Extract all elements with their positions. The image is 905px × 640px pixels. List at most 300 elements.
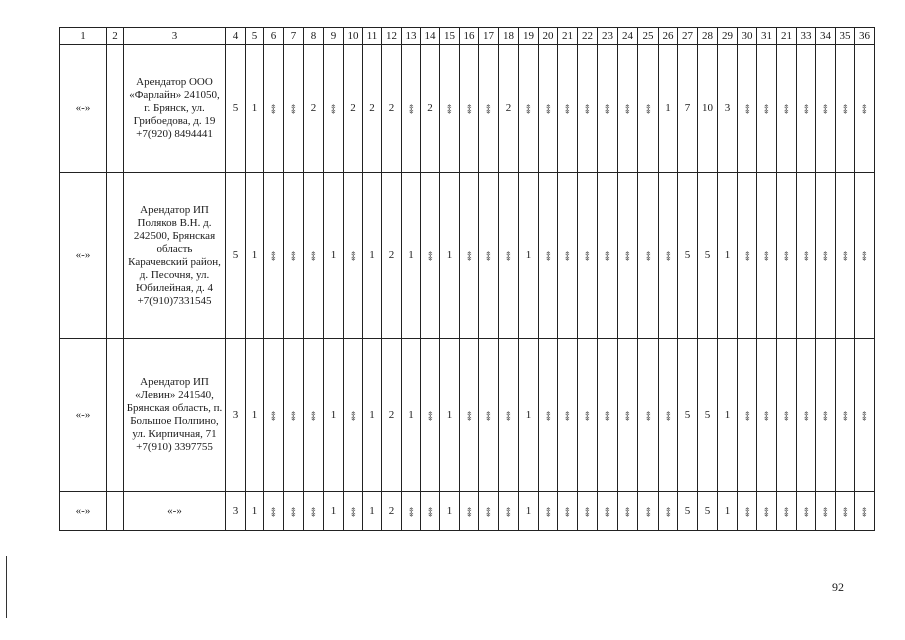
numeric-value-cell <box>363 45 382 173</box>
dash-value-cell <box>578 45 598 173</box>
table-row <box>60 492 875 531</box>
column-header: 16 <box>460 28 479 45</box>
dash-value-cell <box>539 45 558 173</box>
column-header: 35 <box>836 28 855 45</box>
dash-value-cell <box>816 173 836 339</box>
dash-mark: «-» <box>406 506 417 516</box>
dash-value-cell <box>578 492 598 531</box>
dash-value-cell <box>659 492 678 531</box>
dash-value-cell <box>539 173 558 339</box>
dash-value-cell <box>284 173 304 339</box>
dash-value-cell <box>558 492 578 531</box>
column-header: 36 <box>855 28 875 45</box>
dash-value-cell <box>460 45 479 173</box>
column-header: 21 <box>558 28 578 45</box>
dash-mark: «-» <box>821 410 831 420</box>
numeric-value-cell <box>678 492 698 531</box>
dash-mark: «-» <box>309 251 319 260</box>
dash-value-cell <box>618 339 638 492</box>
cell-value: 1 <box>251 249 258 261</box>
cell-value: 5 <box>704 408 711 421</box>
dash-value-cell <box>777 173 797 339</box>
numeric-value-cell <box>363 339 382 492</box>
cell-value: 2 <box>388 408 395 421</box>
column-header: 27 <box>678 28 698 45</box>
dash-mark: «-» <box>860 251 870 260</box>
cell-value: 1 <box>665 102 671 114</box>
cell-value: 2 <box>310 102 317 114</box>
dash-mark: «-» <box>484 410 494 420</box>
dash-value-cell <box>757 339 777 492</box>
dash-value-cell <box>479 492 499 531</box>
cell-value: 1 <box>446 504 453 517</box>
column-header: 29 <box>718 28 738 45</box>
dash-mark: «-» <box>484 251 494 260</box>
cell-value: 1 <box>525 504 532 517</box>
tenant-description-cell: Арендатор ИП «Левин» 241540, Брянская область, п. Большое Полпино, ул. Кирпичная, 71 +7(910) 3397755 <box>124 339 226 492</box>
dash-value-cell <box>738 339 757 492</box>
table-row <box>60 173 875 339</box>
numeric-value-cell <box>402 173 421 339</box>
cell-value: 1 <box>330 249 337 261</box>
dash-value-cell <box>519 45 539 173</box>
dash-value-cell <box>797 339 816 492</box>
numeric-value-cell <box>659 45 678 173</box>
dash-mark: «-» <box>583 506 593 516</box>
dash-mark: «-» <box>603 104 613 113</box>
dash-mark: «-» <box>425 506 436 516</box>
dash-mark: «-» <box>762 104 772 113</box>
dash-mark: «-» <box>821 506 831 516</box>
dash-mark: «-» <box>860 104 870 113</box>
dash-mark: «-» <box>464 251 475 260</box>
dash-value-cell <box>344 492 363 531</box>
numeric-value-cell <box>718 492 738 531</box>
numeric-value-cell <box>698 339 718 492</box>
dash-mark: «-» <box>821 104 831 113</box>
cell-value: 2 <box>350 102 356 114</box>
dash-value-cell <box>421 492 440 531</box>
margin-rule <box>6 556 7 618</box>
numeric-value-cell <box>519 173 539 339</box>
column-header: 19 <box>519 28 539 45</box>
numeric-value-cell <box>718 173 738 339</box>
dash-mark: «-» <box>762 251 772 260</box>
dash-value-cell <box>618 45 638 173</box>
numeric-value-cell <box>440 492 460 531</box>
cell-value: 2 <box>388 504 395 517</box>
dash-value-cell <box>304 339 324 492</box>
dash-mark: «-» <box>524 104 534 113</box>
column-header: 26 <box>659 28 678 45</box>
dash-mark: «-» <box>623 410 633 420</box>
dash-mark: «-» <box>742 506 753 516</box>
dash-mark: «-» <box>801 251 812 260</box>
column-header: 4 <box>226 28 246 45</box>
dash-mark: «-» <box>289 251 299 260</box>
dash-value-cell <box>402 492 421 531</box>
dash-value-cell <box>402 45 421 173</box>
dash-value-cell <box>499 173 519 339</box>
dash-mark: «-» <box>269 251 279 260</box>
numeric-value-cell <box>363 173 382 339</box>
numeric-value-cell <box>324 492 344 531</box>
dash-mark: «-» <box>623 506 633 516</box>
tenant-description-cell: Арендатор ИП Поляков В.Н. д. 242500, Брянская область Карачевский район, д. Песочня, ул. Юбилейная, д. 4 +7(910)7331545 <box>124 173 226 339</box>
dash-mark: «-» <box>663 410 674 420</box>
dash-mark: «-» <box>583 104 593 113</box>
dash-value-cell <box>777 492 797 531</box>
column-header: 14 <box>421 28 440 45</box>
numeric-value-cell <box>678 339 698 492</box>
cell-value: 1 <box>251 408 258 421</box>
numeric-value-cell <box>421 45 440 173</box>
dash-mark: «-» <box>425 251 436 260</box>
numeric-value-cell <box>246 339 264 492</box>
row-blank-cell <box>107 45 124 173</box>
numeric-value-cell <box>519 339 539 492</box>
dash-value-cell <box>558 173 578 339</box>
cell-value: 5 <box>704 249 711 261</box>
dash-value-cell <box>738 492 757 531</box>
dash-mark: «-» <box>289 104 299 113</box>
numeric-value-cell <box>698 45 718 173</box>
row-blank-cell <box>107 339 124 492</box>
cell-value: 2 <box>388 249 395 261</box>
dash-value-cell <box>558 339 578 492</box>
column-header: 3 <box>124 28 226 45</box>
dash-value-cell <box>539 492 558 531</box>
dash-mark: «-» <box>762 410 772 420</box>
table-row <box>60 339 875 492</box>
dash-value-cell <box>836 339 855 492</box>
column-header: 33 <box>797 28 816 45</box>
column-header: 2 <box>107 28 124 45</box>
dash-mark: «-» <box>663 251 674 260</box>
numeric-value-cell <box>226 492 246 531</box>
dash-value-cell <box>598 173 618 339</box>
dash-value-cell <box>499 339 519 492</box>
dash-mark: «-» <box>643 251 654 260</box>
cell-value: 5 <box>684 249 691 261</box>
cell-value: 1 <box>369 249 375 261</box>
dash-value-cell <box>264 45 284 173</box>
dash-mark: «-» <box>782 410 792 420</box>
cell-value: 3 <box>724 102 731 114</box>
dash-value-cell <box>460 492 479 531</box>
dash-value-cell <box>304 173 324 339</box>
column-header: 22 <box>578 28 598 45</box>
dash-mark: «-» <box>782 104 792 113</box>
dash-value-cell <box>855 173 875 339</box>
cell-value: 1 <box>408 408 414 421</box>
dash-mark: «-» <box>643 104 654 113</box>
dash-mark: «-» <box>840 506 851 516</box>
numeric-value-cell <box>440 173 460 339</box>
dash-mark: «-» <box>543 251 554 260</box>
dash-mark: «-» <box>860 410 870 420</box>
numeric-value-cell <box>698 173 718 339</box>
dash-mark: «-» <box>801 506 812 516</box>
dash-mark: «-» <box>840 410 851 420</box>
cell-value: 5 <box>232 249 239 261</box>
cell-value: 1 <box>330 504 337 517</box>
dash-value-cell <box>440 45 460 173</box>
column-header: 10 <box>344 28 363 45</box>
dash-mark: «-» <box>840 104 851 113</box>
row-blank-cell <box>107 492 124 531</box>
dash-value-cell <box>797 492 816 531</box>
dash-mark: «-» <box>543 410 554 420</box>
dash-mark: «-» <box>504 410 514 420</box>
dash-value-cell <box>618 492 638 531</box>
cell-value: 1 <box>724 249 731 261</box>
cell-value: 3 <box>232 504 239 517</box>
dash-value-cell <box>578 339 598 492</box>
dash-value-cell <box>284 492 304 531</box>
dash-value-cell <box>421 339 440 492</box>
numeric-value-cell <box>226 339 246 492</box>
dash-mark: «-» <box>563 251 573 260</box>
cell-value: 1 <box>369 504 375 517</box>
cell-value: 5 <box>704 504 711 517</box>
tenant-description-cell: «-» <box>124 492 226 531</box>
cell-value: 1 <box>724 504 731 517</box>
column-header: 5 <box>246 28 264 45</box>
dash-value-cell <box>344 173 363 339</box>
dash-mark: «-» <box>762 506 772 516</box>
dash-value-cell <box>638 173 659 339</box>
dash-mark: «-» <box>464 104 475 113</box>
column-header: 6 <box>264 28 284 45</box>
dash-mark: «-» <box>484 104 494 113</box>
dash-mark: «-» <box>821 251 831 260</box>
column-header: 24 <box>618 28 638 45</box>
dash-mark: «-» <box>603 410 613 420</box>
dash-mark: «-» <box>269 104 279 113</box>
cell-value: 1 <box>330 408 337 421</box>
numeric-value-cell <box>363 492 382 531</box>
cell-value: 1 <box>446 408 453 421</box>
dash-mark: «-» <box>309 506 319 516</box>
row-number-cell: «-» <box>60 492 107 531</box>
column-header: 34 <box>816 28 836 45</box>
numeric-value-cell <box>382 45 402 173</box>
dash-mark: «-» <box>563 410 573 420</box>
dash-mark: «-» <box>289 506 299 516</box>
dash-value-cell <box>855 492 875 531</box>
dash-value-cell <box>836 492 855 531</box>
dash-mark: «-» <box>603 506 613 516</box>
row-blank-cell <box>107 173 124 339</box>
dash-mark: «-» <box>464 410 475 420</box>
dash-mark: «-» <box>840 251 851 260</box>
dash-mark: «-» <box>348 506 359 516</box>
column-header: 15 <box>440 28 460 45</box>
dash-value-cell <box>638 339 659 492</box>
dash-value-cell <box>479 45 499 173</box>
dash-mark: «-» <box>583 410 593 420</box>
dash-value-cell <box>499 492 519 531</box>
dash-value-cell <box>264 339 284 492</box>
dash-mark: «-» <box>643 506 654 516</box>
dash-value-cell <box>816 339 836 492</box>
row-number-cell: «-» <box>60 339 107 492</box>
dash-mark: «-» <box>603 251 613 260</box>
numeric-value-cell <box>402 339 421 492</box>
column-header: 13 <box>402 28 421 45</box>
dash-value-cell <box>344 339 363 492</box>
numeric-value-cell <box>344 45 363 173</box>
dash-value-cell <box>460 173 479 339</box>
dash-mark: «-» <box>643 410 654 420</box>
dash-value-cell <box>659 339 678 492</box>
numeric-value-cell <box>246 492 264 531</box>
numeric-value-cell <box>382 173 402 339</box>
dash-mark: «-» <box>269 506 279 516</box>
dash-value-cell <box>659 173 678 339</box>
cell-value: 1 <box>724 408 731 421</box>
dash-value-cell <box>578 173 598 339</box>
dash-value-cell <box>855 339 875 492</box>
column-header: 21 <box>777 28 797 45</box>
dash-mark: «-» <box>623 104 633 113</box>
dash-mark: «-» <box>742 410 753 420</box>
column-header: 23 <box>598 28 618 45</box>
numeric-value-cell <box>382 339 402 492</box>
column-header: 12 <box>382 28 402 45</box>
dash-value-cell <box>324 45 344 173</box>
numeric-value-cell <box>678 45 698 173</box>
numeric-value-cell <box>226 45 246 173</box>
dash-mark: «-» <box>329 104 339 113</box>
dash-mark: «-» <box>663 506 674 516</box>
page-number: 92 <box>832 580 844 594</box>
dash-value-cell <box>757 45 777 173</box>
dash-mark: «-» <box>348 410 359 420</box>
dash-value-cell <box>598 45 618 173</box>
numeric-value-cell <box>382 492 402 531</box>
column-header: 30 <box>738 28 757 45</box>
column-header: 20 <box>539 28 558 45</box>
dash-mark: «-» <box>801 410 812 420</box>
dash-value-cell <box>558 45 578 173</box>
dash-mark: «-» <box>504 506 514 516</box>
dash-mark: «-» <box>563 506 573 516</box>
column-header: 9 <box>324 28 344 45</box>
column-header: 17 <box>479 28 499 45</box>
cell-value: 2 <box>388 102 395 114</box>
dash-value-cell <box>855 45 875 173</box>
dash-mark: «-» <box>742 104 753 113</box>
dash-value-cell <box>479 173 499 339</box>
dash-value-cell <box>284 339 304 492</box>
tenant-description-cell: Арендатор ООО «Фарлайн» 241050, г. Брянск, ул. Грибоедова, д. 19 +7(920) 8494441 <box>124 45 226 173</box>
dash-mark: «-» <box>860 506 870 516</box>
dash-value-cell <box>777 339 797 492</box>
dash-mark: «-» <box>742 251 753 260</box>
cell-value: 7 <box>684 102 691 114</box>
dash-value-cell <box>738 45 757 173</box>
row-number-cell: «-» <box>60 45 107 173</box>
numeric-value-cell <box>698 492 718 531</box>
dash-value-cell <box>618 173 638 339</box>
dash-value-cell <box>738 173 757 339</box>
numeric-value-cell <box>226 173 246 339</box>
dash-mark: «-» <box>504 251 514 260</box>
numeric-value-cell <box>246 45 264 173</box>
dash-value-cell <box>816 45 836 173</box>
dash-mark: «-» <box>445 104 455 113</box>
numeric-value-cell <box>678 173 698 339</box>
dash-mark: «-» <box>348 251 359 260</box>
column-header: 25 <box>638 28 659 45</box>
dash-value-cell <box>460 339 479 492</box>
cell-value: 1 <box>525 408 532 421</box>
cell-value: 2 <box>505 102 512 114</box>
dash-value-cell <box>638 45 659 173</box>
dash-value-cell <box>757 492 777 531</box>
column-header: 1 <box>60 28 107 45</box>
dash-mark: «-» <box>801 104 812 113</box>
numeric-value-cell <box>519 492 539 531</box>
dash-value-cell <box>757 173 777 339</box>
dash-mark: «-» <box>464 506 475 516</box>
cell-value: 10 <box>702 102 713 114</box>
cell-value: 1 <box>446 249 453 261</box>
cell-value: 5 <box>684 504 691 517</box>
column-header: 28 <box>698 28 718 45</box>
dash-value-cell <box>598 339 618 492</box>
numeric-value-cell <box>718 45 738 173</box>
dash-value-cell <box>421 173 440 339</box>
dash-value-cell <box>539 339 558 492</box>
table-row <box>60 45 875 173</box>
dash-mark: «-» <box>543 506 554 516</box>
dash-value-cell <box>284 45 304 173</box>
dash-value-cell <box>304 492 324 531</box>
numeric-value-cell <box>324 173 344 339</box>
dash-value-cell <box>479 339 499 492</box>
header-row <box>60 28 875 45</box>
cell-value: 5 <box>232 102 239 114</box>
cell-value: 1 <box>525 249 532 261</box>
dash-mark: «-» <box>543 104 554 113</box>
dash-mark: «-» <box>484 506 494 516</box>
dash-mark: «-» <box>269 410 279 420</box>
column-header: 11 <box>363 28 382 45</box>
row-number-cell: «-» <box>60 173 107 339</box>
dash-value-cell <box>836 45 855 173</box>
dash-value-cell <box>797 45 816 173</box>
dash-mark: «-» <box>623 251 633 260</box>
column-header: 31 <box>757 28 777 45</box>
cell-value: 2 <box>427 102 433 114</box>
dash-mark: «-» <box>425 410 436 420</box>
dash-value-cell <box>598 492 618 531</box>
dash-mark: «-» <box>782 506 792 516</box>
dash-mark: «-» <box>309 410 319 420</box>
dash-value-cell <box>816 492 836 531</box>
dash-mark: «-» <box>583 251 593 260</box>
column-header: 8 <box>304 28 324 45</box>
column-header: 7 <box>284 28 304 45</box>
dash-mark: «-» <box>563 104 573 113</box>
tenant-register-table <box>59 27 875 531</box>
numeric-value-cell <box>440 339 460 492</box>
cell-value: 1 <box>251 504 258 517</box>
cell-value: 1 <box>251 102 258 114</box>
